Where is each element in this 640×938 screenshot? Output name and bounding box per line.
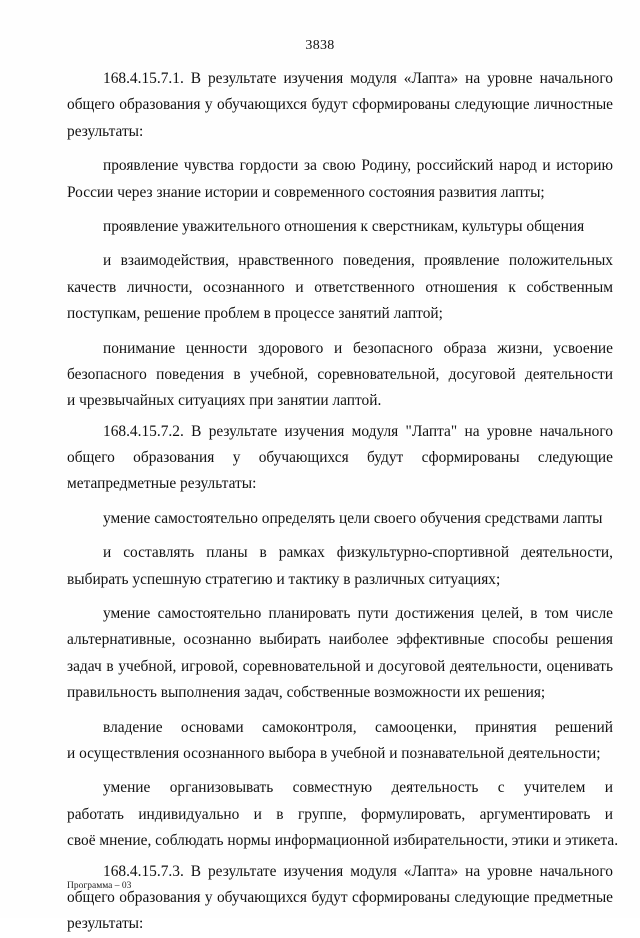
text-line: проявление уважительного отношения к сверстникам, культуры общения (103, 217, 585, 235)
text-line: 168.4.15.7.3. В результате изучения модуля «Лапта» на уровне начального (103, 862, 613, 880)
text-line: и взаимодействия, нравственного поведения, проявление положительных (103, 252, 613, 270)
text-line: владение основами самоконтроля, самооценки, принятия решений (103, 718, 613, 736)
text-line: общего образования у обучающихся будут сформированы следующие (67, 449, 613, 467)
text-line: работать индивидуально и в группе, формулировать, аргументировать и (67, 805, 613, 823)
text-line: безопасного поведения в учебной, соревновательной, досуговой деятельности (67, 365, 613, 383)
text-line: качеств личности, осознанного и ответственного отношения к собственным (67, 278, 613, 296)
text-line: умение самостоятельно определять цели своего обучения средствами лапты (103, 509, 603, 527)
text-line: общего образования у обучающихся будут сформированы следующие личностные (67, 96, 613, 114)
text-line: результаты: (67, 915, 144, 933)
text-line: результаты: (67, 122, 144, 140)
text-line: и осуществления осознанного выбора в учебной и познавательной деятельности; (67, 744, 601, 762)
text-line: 168.4.15.7.2. В результате изучения модуля "Лапта" на уровне начального (103, 422, 613, 440)
text-line: понимание ценности здорового и безопасного образа жизни, усвоение (103, 339, 613, 357)
footer-label: Программа – 03 (67, 881, 132, 891)
text-line: метапредметные результаты: (67, 475, 257, 493)
text-line: России через знание истории и современного состояния развития лапты; (67, 183, 545, 201)
text-line: выбирать успешную стратегию и тактику в различных ситуациях; (67, 570, 501, 588)
text-line: 168.4.15.7.1. В результате изучения модуля «Лапта» на уровне начального (103, 70, 613, 87)
document-body (67, 66, 619, 938)
text-line: проявление чувства гордости за свою Родину, российский народ и историю (103, 157, 613, 175)
text-line: умение организовывать совместную деятельность с учителем и (103, 779, 613, 797)
text-line: и чрезвычайных ситуациях при занятии лаптой. (67, 392, 382, 410)
text-line: и составлять планы в рамках физкультурно-спортивной деятельности, (103, 544, 613, 562)
page-number: 3838 (305, 38, 335, 53)
text-line: задач в учебной, игровой, соревновательной и досуговой деятельности, оценивать (67, 657, 613, 675)
text-line: альтернативные, осознанно выбирать наиболее эффективные способы решения (67, 631, 613, 649)
text-line: общего образования у обучающихся будут сформированы следующие предметные (67, 888, 613, 906)
text-line: правильность выполнения задач, собственные возможности их решения; (67, 684, 546, 702)
text-line: своё мнение, соблюдать нормы информационной избирательности, этики и этикета. (67, 832, 619, 850)
text-line: поступкам, решение проблем в процессе занятий лаптой; (67, 305, 443, 323)
text-line: умение самостоятельно планировать пути достижения целей, в том числе (103, 605, 613, 623)
